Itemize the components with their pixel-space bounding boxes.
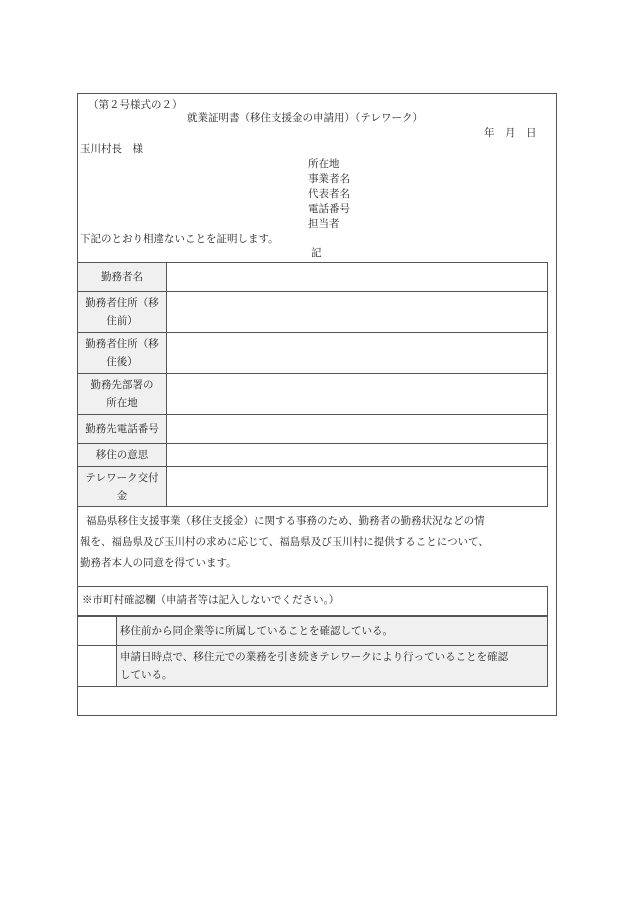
consent-line: 福島県移住支援事業（移住支援金）に関する事務のため、勤務者の勤務状況などの情: [86, 515, 485, 527]
table-row: [78, 617, 548, 646]
certify-text: 下記のとおり相違ないことを証明します。: [80, 233, 279, 245]
label-line: テレワーク交付: [85, 471, 159, 484]
row-label: [78, 415, 167, 444]
row-label: [78, 292, 167, 333]
label-line: 住前）: [106, 315, 138, 327]
date-line: 年 月 日: [484, 127, 537, 139]
table-row: [78, 646, 548, 687]
value-cell[interactable]: [167, 444, 548, 467]
row-label: [78, 263, 167, 292]
consent-paragraph: [80, 511, 540, 574]
row-label: [78, 444, 167, 467]
value-cell[interactable]: [167, 292, 548, 333]
municipal-confirmation-header: ※市町村確認欄（申請者等は記入しないでください。）: [77, 586, 548, 616]
consent-line: 勤務者本人の同意を得ています。: [80, 557, 237, 569]
table-row: [78, 467, 548, 507]
label-line: 勤務者名: [101, 271, 143, 283]
value-cell[interactable]: [167, 333, 548, 374]
table-row: [78, 374, 548, 415]
row-label: [78, 333, 167, 374]
checkbox-cell[interactable]: [78, 617, 117, 646]
issuer-field: 事業者名: [308, 173, 350, 185]
row-label: [78, 374, 167, 415]
checkbox-cell[interactable]: [78, 646, 117, 687]
item-line: 移住前から同企業等に所属していることを確認している。: [120, 625, 393, 637]
confirmation-item: [117, 646, 548, 687]
table-row: [78, 333, 548, 374]
issuer-field: 代表者名: [308, 188, 350, 200]
form-number: （第２号様式の２）: [88, 99, 183, 111]
item-line: 申請日時点で、移住元での業務を引き続きテレワークにより行っていることを確認: [120, 651, 509, 663]
value-cell[interactable]: [167, 263, 548, 292]
table-row: [78, 415, 548, 444]
value-cell[interactable]: [167, 415, 548, 444]
issuer-field: 担当者: [308, 218, 340, 230]
municipal-confirmation-table: [77, 616, 548, 687]
row-label: [78, 467, 167, 507]
issuer-field: 電話番号: [308, 203, 350, 215]
label-line: 勤務者住所（移: [85, 338, 159, 350]
consent-line: 報を、福島県及び玉川村の求めに応じて、福島県及び玉川村に提供することについて、: [80, 536, 489, 548]
issuer-field: 所在地: [308, 158, 340, 170]
label-line: 所在地: [106, 397, 138, 409]
ki-label: 記: [311, 247, 322, 259]
confirmation-item: [117, 617, 548, 646]
value-cell[interactable]: [167, 374, 548, 415]
value-cell[interactable]: [167, 467, 548, 507]
table-row: [78, 444, 548, 467]
addressee: 玉川村長 様: [80, 143, 143, 155]
label-line: 金: [116, 489, 128, 502]
label-line: 勤務者住所（移: [85, 297, 159, 309]
form-title: 就業証明書（移住支援金の申請用）（テレワーク）: [187, 112, 424, 124]
table-row: [78, 263, 548, 292]
worker-info-table: [77, 262, 548, 507]
table-row: [78, 292, 548, 333]
label-line: 移住の意思: [95, 449, 149, 461]
label-line: 勤務先部署の: [90, 379, 154, 391]
item-line: している。: [120, 669, 173, 681]
label-line: 勤務先電話番号: [85, 423, 159, 435]
label-line: 住後）: [106, 356, 138, 368]
